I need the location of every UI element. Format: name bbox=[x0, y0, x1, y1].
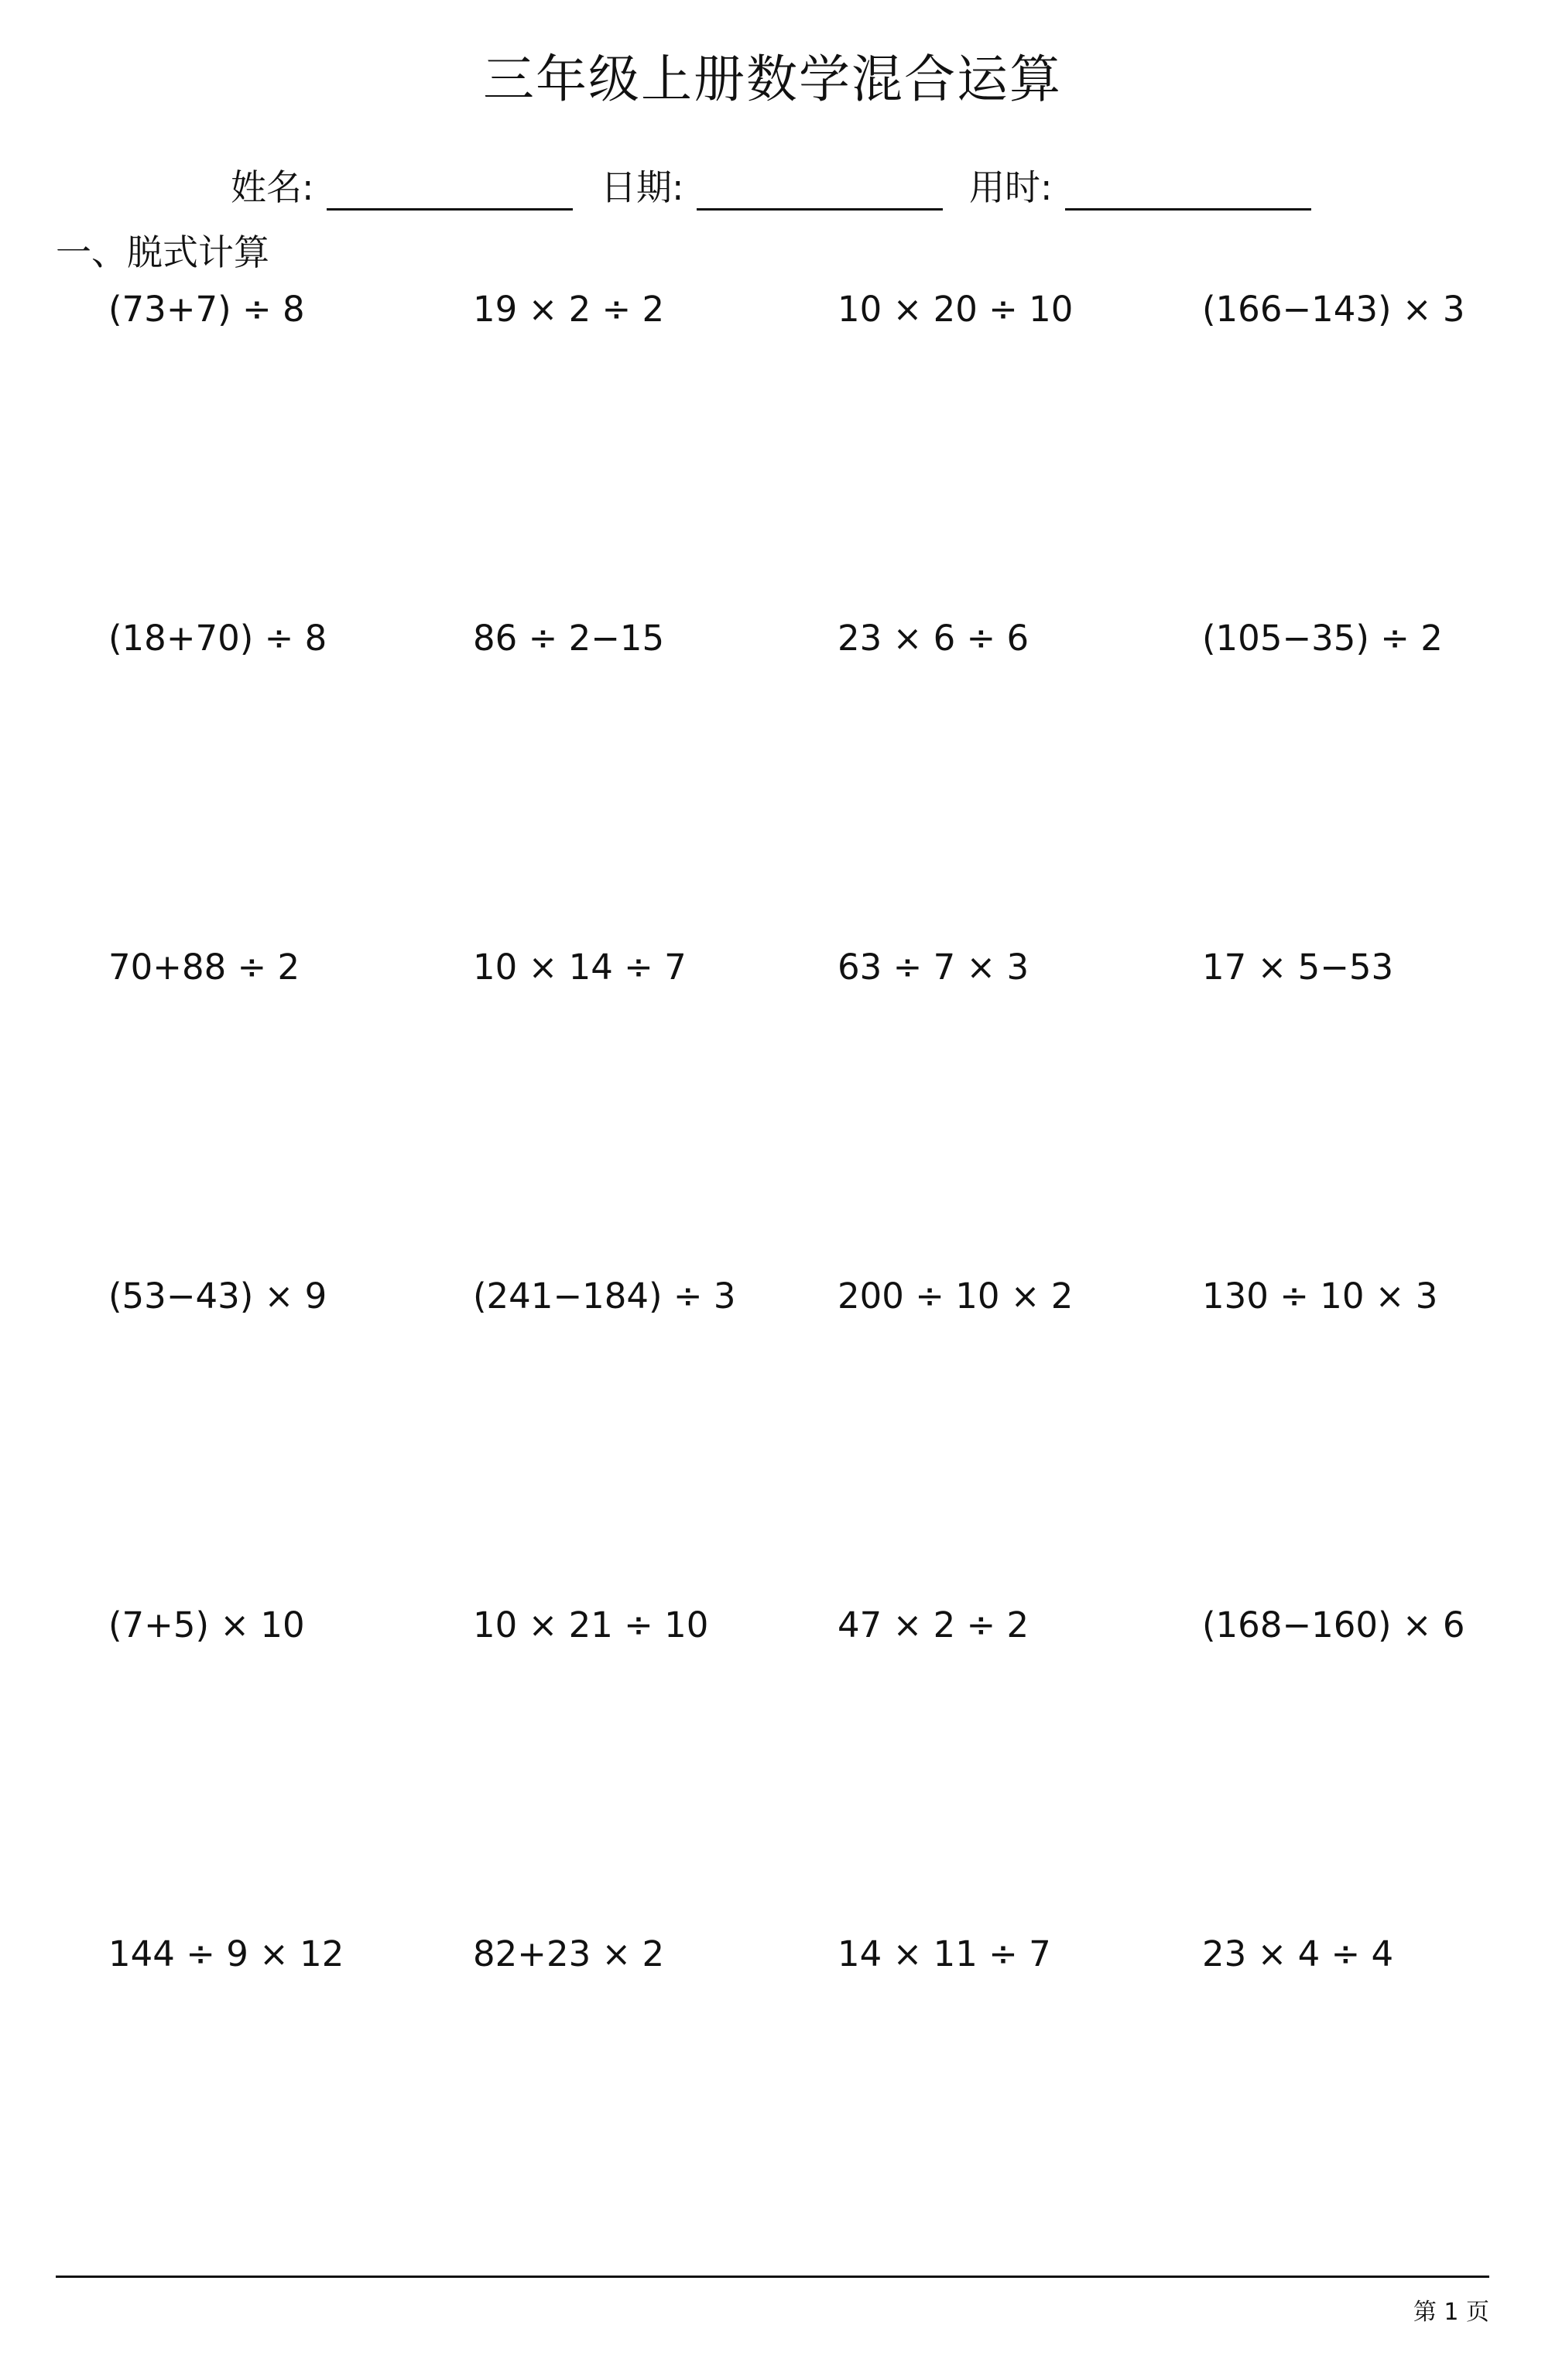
problem-item: 23 × 6 ÷ 6 bbox=[838, 618, 1029, 659]
problem-item: 47 × 2 ÷ 2 bbox=[838, 1604, 1029, 1645]
problem-item: 130 ÷ 10 × 3 bbox=[1202, 1276, 1438, 1317]
problem-item: 10 × 20 ÷ 10 bbox=[838, 289, 1074, 330]
problem-item: (7+5) × 10 bbox=[108, 1604, 305, 1645]
problem-item: (166−143) × 3 bbox=[1202, 289, 1465, 330]
date-field[interactable] bbox=[601, 164, 943, 211]
footer-divider bbox=[56, 2276, 1489, 2278]
time-field[interactable] bbox=[969, 164, 1311, 211]
problem-item: 70+88 ÷ 2 bbox=[108, 947, 300, 988]
page-number: 第 1 页 bbox=[1413, 2299, 1489, 2326]
time-label: 用时: bbox=[969, 166, 1053, 208]
problem-item: 200 ÷ 10 × 2 bbox=[838, 1276, 1074, 1317]
date-blank-line[interactable] bbox=[697, 171, 943, 211]
date-label: 日期: bbox=[601, 166, 684, 208]
name-label: 姓名: bbox=[231, 166, 314, 208]
name-blank-line[interactable] bbox=[327, 171, 573, 211]
problem-item: 86 ÷ 2−15 bbox=[473, 618, 665, 659]
problem-item: 23 × 4 ÷ 4 bbox=[1202, 1933, 1394, 1974]
problem-item: 17 × 5−53 bbox=[1202, 947, 1394, 988]
time-blank-line[interactable] bbox=[1065, 171, 1311, 211]
problem-item: 14 × 11 ÷ 7 bbox=[838, 1933, 1051, 1974]
problem-item: (73+7) ÷ 8 bbox=[108, 289, 305, 330]
problem-item: 10 × 21 ÷ 10 bbox=[473, 1604, 709, 1645]
student-info-row bbox=[0, 164, 1545, 218]
problem-item: (168−160) × 6 bbox=[1202, 1604, 1465, 1645]
section-title: 一、脱式计算 bbox=[56, 231, 269, 273]
problem-grid bbox=[108, 286, 1545, 2260]
problem-item: 144 ÷ 9 × 12 bbox=[108, 1933, 344, 1974]
problem-item: 19 × 2 ÷ 2 bbox=[473, 289, 665, 330]
problem-item: 10 × 14 ÷ 7 bbox=[473, 947, 687, 988]
name-field[interactable] bbox=[231, 164, 573, 211]
problem-item: 63 ÷ 7 × 3 bbox=[838, 947, 1029, 988]
problem-item: 82+23 × 2 bbox=[473, 1933, 665, 1974]
problem-item: (241−184) ÷ 3 bbox=[473, 1276, 736, 1317]
problem-item: (105−35) ÷ 2 bbox=[1202, 618, 1443, 659]
problem-item: (53−43) × 9 bbox=[108, 1276, 327, 1317]
worksheet-title: 三年级上册数学混合运算 bbox=[483, 50, 1062, 109]
problem-item: (18+70) ÷ 8 bbox=[108, 618, 327, 659]
